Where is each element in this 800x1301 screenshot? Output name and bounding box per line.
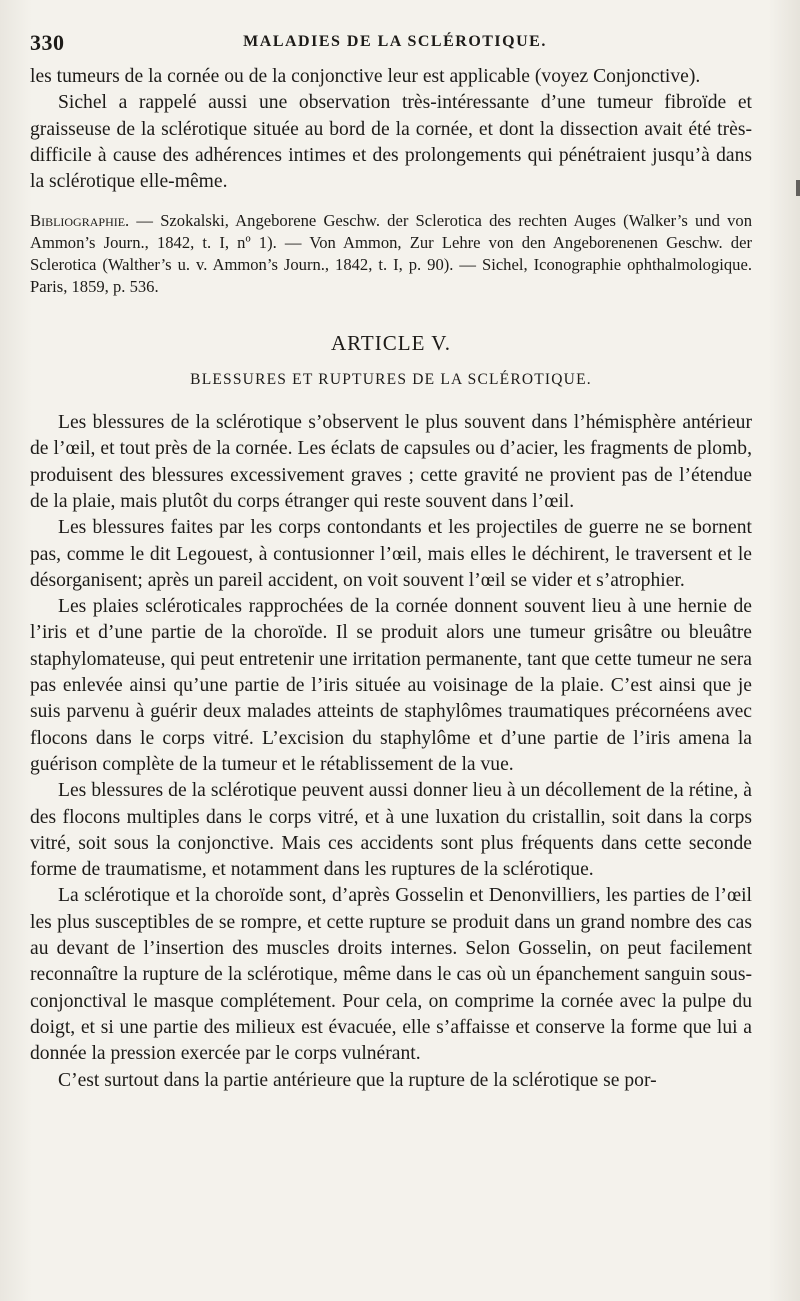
article-heading: ARTICLE V.	[331, 331, 451, 356]
paragraph-continuation: les tumeurs de la cornée ou de la conjonctive leur est applicable (voyez Conjonctive).	[30, 66, 701, 87]
section-heading: BLESSURES ET RUPTURES DE LA SCLÉROTIQUE.	[190, 370, 592, 388]
margin-mark	[796, 180, 800, 196]
page-header	[30, 30, 760, 58]
paragraph-corps-contondants: Les blessures faites par les corps contondants et les projectiles de guerre ne se bornent pas, comme le dit Legouest, à contusionner l’œil, mais elles le déchirent, le traversent et le désorganisent; après un pareil accident, on voit souvent l’œil se vider et s’atrophier.	[30, 517, 752, 591]
running-title: MALADIES DE LA SCLÉROTIQUE.	[243, 33, 547, 50]
paragraph-decollement: Les blessures de la sclérotique peuvent aussi donner lieu à un décollement de la rétine, à des flocons multiples dans le corps vitré, et à une luxation du cristallin, soit dans la corps vitré, soit sous la conjonctive. Mais ces accidents sont plus fréquents dans cette seconde forme de traumatisme, et notamment dans les ruptures de la sclérotique.	[30, 780, 752, 881]
bibliography-text: — Szokalski, Angeborene Geschw. der Sclerotica des rechten Auges (Walker’s und von Ammon’s Journ., 1842, t. I, nº 1). — Von Ammon, Zur Lehre von den Angeborenenen Geschw. der Sclerotica (Walther’s u. v. Ammon’s Journ., 1842, t. I, p. 90). — Sichel, Iconographie ophthalmologique. Paris, 1859, p. 536.	[30, 211, 752, 297]
bibliography-label: Bibliographie.	[30, 211, 130, 231]
page-number: 330	[30, 30, 65, 55]
page-body	[30, 64, 752, 1094]
bibliography	[30, 210, 752, 298]
paragraph-blessures: Les blessures de la sclérotique s’observent le plus souvent dans l’hémisphère antérieur de l’œil, et tout près de la cornée. Les éclats de capsules ou d’acier, les fragments de plomb, produisent des blessures excessivement graves ; cette gravité ne provient pas de l’étendue de la plaie, mais plutôt du corps étranger qui reste souvent dans l’œil.	[30, 412, 752, 512]
paragraph-sichel: Sichel a rappelé aussi une observation très-intéressante d’une tumeur fibroïde et graisseuse de la sclérotique située au bord de la cornée, et dont la dissection avait été très-difficile à cause des adhérences intimes et des prolongements qui pénétraient jusqu’à dans la sclérotique elle-même.	[30, 92, 752, 193]
paragraph-final: C’est surtout dans la partie antérieure que la rupture de la sclérotique se por-	[58, 1069, 657, 1091]
paragraph-plaies: Les plaies scléroticales rapprochées de la cornée donnent souvent lieu à une hernie de l’iris et d’une partie de la choroïde. Il se produit alors une tumeur grisâtre ou bleuâtre staphylomateuse, qui peut entretenir une irritation permanente, tant que cette tumeur ne sera pas enlevée ainsi qu’une partie de l’iris située au voisinage de la plaie. C’est ainsi que je suis parvenu à guérir deux malades atteints de staphylômes traumatiques précornéens avec flocons dans le corps vitré. L’excision du staphylôme et d’une partie de l’iris amena la guérison complète de la tumeur et le rétablissement de la vue.	[30, 596, 752, 775]
paragraph-rupture: La sclérotique et la choroïde sont, d’après Gosselin et Denonvilliers, les parties de l’œil les plus susceptibles de se rompre, et cette rupture se produit dans un grand nombre des cas au devant de l’insertion des muscles droits internes. Selon Gosselin, on peut facilement reconnaître la rupture de la sclérotique, même dans le cas où un épanchement sanguin sous-conjonctival le masque complétement. Pour cela, on comprime la cornée avec la pulpe du doigt, et si une partie des milieux est évacuée, elle s’affaisse et conserve la forme que lui a donnée la pression exercée par le corps vulnérant.	[30, 885, 752, 1065]
